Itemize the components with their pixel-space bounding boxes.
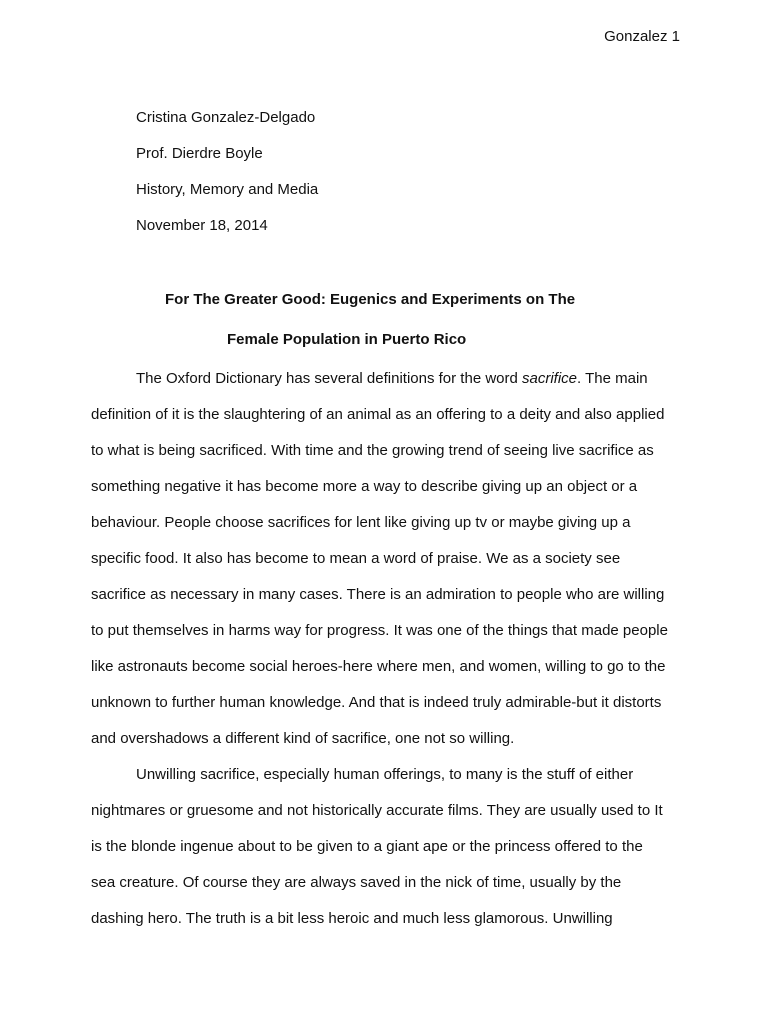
paper-date: November 18, 2014 [136, 217, 268, 234]
body-text: The Oxford Dictionary has several definitions for the word [136, 370, 523, 387]
title-line-2: Female Population in Puerto Rico [227, 331, 467, 348]
body-line: nightmares or gruesome and not historically accurate films. They are usually used to It [91, 802, 663, 819]
body-line: and overshadows a different kind of sacrifice, one not so willing. [91, 730, 515, 747]
body-line: something negative it has become more a way to describe giving up an object or a [91, 478, 638, 495]
body-line: behaviour. People choose sacrifices for lent like giving up tv or maybe giving up a [91, 514, 631, 531]
body-line: sacrifice as necessary in many cases. There is an admiration to people who are willing [91, 586, 665, 603]
body-line: sea creature. Of course they are always saved in the nick of time, usually by the [91, 874, 622, 891]
body-line: to what is being sacrificed. With time and the growing trend of seeing live sacrifice as [91, 442, 654, 459]
title-line-1: For The Greater Good: Eugenics and Experiments on The [165, 291, 576, 308]
body-line: Unwilling sacrifice, especially human offerings, to many is the stuff of either [136, 766, 634, 783]
body-italic-word: sacrifice [522, 370, 578, 387]
author-name: Cristina Gonzalez-Delgado [136, 109, 316, 126]
body-line: is the blonde ingenue about to be given to a giant ape or the princess offered to the [91, 838, 643, 855]
body-line: dashing hero. The truth is a bit less heroic and much less glamorous. Unwilling [91, 910, 613, 927]
body-line: specific food. It also has become to mean a word of praise. We as a society see [91, 550, 621, 567]
instructor-name: Prof. Dierdre Boyle [136, 145, 263, 162]
body-line: like astronauts become social heroes-here where men, and women, willing to go to the [91, 658, 666, 675]
body-text: . The main [577, 370, 648, 387]
heading-block [136, 108, 318, 252]
course-name: History, Memory and Media [136, 181, 319, 198]
body-line: definition of it is the slaughtering of an animal as an offering to a deity and also applied [91, 406, 665, 423]
body-line: to put themselves in harms way for progress. It was one of the things that made people [91, 622, 668, 639]
body-line [136, 369, 648, 389]
body-line: unknown to further human knowledge. And that is indeed truly admirable-but it distorts [91, 694, 662, 711]
running-header: Gonzalez 1 [604, 28, 680, 45]
